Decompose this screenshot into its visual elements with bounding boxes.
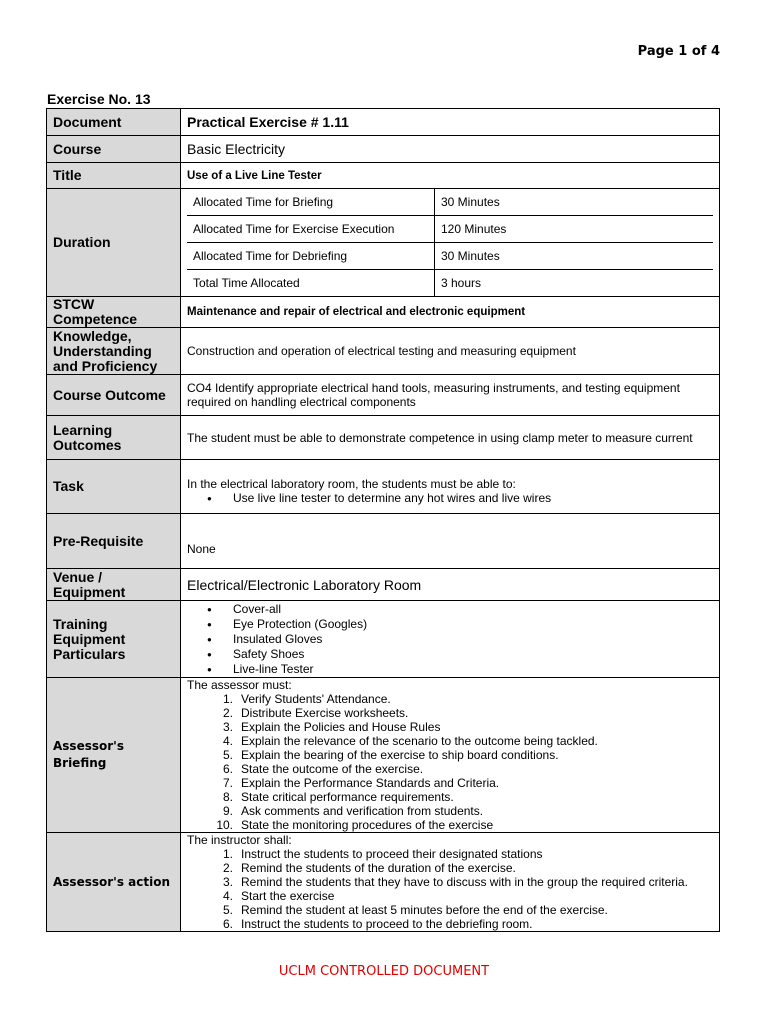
briefing-step: 2. Distribute Exercise worksheets. (222, 706, 409, 720)
action-step: 3. Remind the students that they have to discuss with in the group the required criteria. (222, 875, 688, 889)
duration-item-value: 30 Minutes (435, 243, 714, 270)
duration-item-name: Total Time Allocated (187, 270, 435, 297)
duration-item-value: 30 Minutes (435, 189, 714, 216)
duration-item-value: 120 Minutes (435, 216, 714, 243)
course-value: Basic Electricity (181, 136, 720, 163)
equipment-item: ● Safety Shoes (207, 647, 713, 662)
duration-row (187, 189, 713, 216)
task-list (187, 491, 713, 506)
briefing-step: 6. State the outcome of the exercise. (222, 762, 424, 776)
action-step: 1. Instruct the students to proceed their designated stations (222, 847, 543, 861)
equipment-item: ● Eye Protection (Googles) (207, 617, 713, 632)
row-action (47, 833, 720, 932)
briefing-step: 4. Explain the relevance of the scenario to the outcome being tackled. (222, 734, 598, 748)
prerequisite-label: Pre-Requisite (47, 514, 181, 569)
knowledge-value: Construction and operation of electrical testing and measuring equipment (181, 328, 720, 375)
duration-row (187, 243, 713, 270)
row-knowledge (47, 328, 720, 375)
action-step: 6. Instruct the students to proceed to the debriefing room. (222, 917, 533, 931)
duration-row (187, 270, 713, 297)
action-step: 2. Remind the students of the duration of the exercise. (222, 861, 516, 875)
equipment-item: ● Insulated Gloves (207, 632, 713, 647)
briefing-step: 8. State critical performance requirements. (222, 790, 454, 804)
duration-item-name: Allocated Time for Exercise Execution (187, 216, 435, 243)
equipment-item: ● Live-line Tester (207, 662, 713, 677)
learning-outcomes-label: Learning Outcomes (47, 416, 181, 460)
row-stcw (47, 297, 720, 328)
row-task (47, 460, 720, 514)
course-outcome-label: Course Outcome (47, 375, 181, 416)
action-label: Assessor's action (47, 833, 181, 932)
course-outcome-value: CO4 Identify appropriate electrical hand tools, measuring instruments, and testing equipment required on handling electrical components (181, 375, 720, 416)
venue-value: Electrical/Electronic Laboratory Room (181, 569, 720, 601)
row-duration (47, 189, 720, 297)
briefing-step: 9. Ask comments and verification from students. (222, 804, 484, 818)
controlled-document-footer: UCLM CONTROLLED DOCUMENT (278, 964, 490, 979)
briefing-step: 5. Explain the bearing of the exercise to ship board conditions. (222, 748, 559, 762)
knowledge-label: Knowledge, Understanding and Proficiency (47, 328, 181, 375)
row-course-outcome (47, 375, 720, 416)
task-intro: In the electrical laboratory room, the students must be able to: (187, 477, 516, 491)
briefing-step: 10. State the monitoring procedures of the exercise (216, 818, 494, 832)
document-value: Practical Exercise # 1.11 (181, 109, 720, 136)
venue-label: Venue / Equipment (47, 569, 181, 601)
document-label: Document (47, 109, 181, 136)
prerequisite-value: None (181, 514, 720, 569)
exercise-number: Exercise No. 13 (47, 91, 151, 107)
briefing-intro: The assessor must: (187, 678, 292, 692)
briefing-step: 3. Explain the Policies and House Rules (222, 720, 441, 734)
duration-item-value: 3 hours (441, 276, 482, 290)
training-equipment-label: Training Equipment Particulars (47, 601, 181, 678)
row-prerequisite (47, 514, 720, 569)
duration-table (187, 189, 713, 296)
stcw-label: STCW Competence (47, 297, 181, 328)
title-label: Title (47, 163, 181, 189)
action-intro: The instructor shall: (187, 833, 292, 847)
briefing-step: 7. Explain the Performance Standards and Criteria. (222, 776, 500, 790)
exercise-table (46, 108, 720, 932)
stcw-value: Maintenance and repair of electrical and electronic equipment (181, 297, 720, 328)
duration-item-name: Allocated Time for Debriefing (187, 243, 435, 270)
page-number: Page 1 of 4 (637, 44, 720, 59)
title-value: Use of a Live Line Tester (181, 163, 720, 189)
row-venue (47, 569, 720, 601)
action-step: 5. Remind the student at least 5 minutes before the end of the exercise. (222, 903, 608, 917)
row-briefing (47, 678, 720, 833)
duration-item-name: Allocated Time for Briefing (187, 189, 435, 216)
action-step: 4. Start the exercise (222, 889, 335, 903)
row-document (47, 109, 720, 136)
briefing-label: Assessor's Briefing (47, 678, 181, 833)
row-course (47, 136, 720, 163)
duration-row (187, 216, 713, 243)
briefing-steps (187, 692, 713, 832)
briefing-step: 1. Verify Students' Attendance. (222, 692, 391, 706)
row-learning-outcomes (47, 416, 720, 460)
row-title (47, 163, 720, 189)
equipment-list (187, 602, 713, 677)
learning-outcomes-value: The student must be able to demonstrate competence in using clamp meter to measure current (181, 416, 720, 460)
duration-label: Duration (47, 189, 181, 297)
row-training-equipment (47, 601, 720, 678)
action-steps (187, 847, 713, 931)
equipment-item: ● Cover-all (207, 602, 713, 617)
task-label: Task (47, 460, 181, 514)
task-bullet: ● Use live line tester to determine any hot wires and live wires (207, 491, 713, 506)
course-label: Course (47, 136, 181, 163)
